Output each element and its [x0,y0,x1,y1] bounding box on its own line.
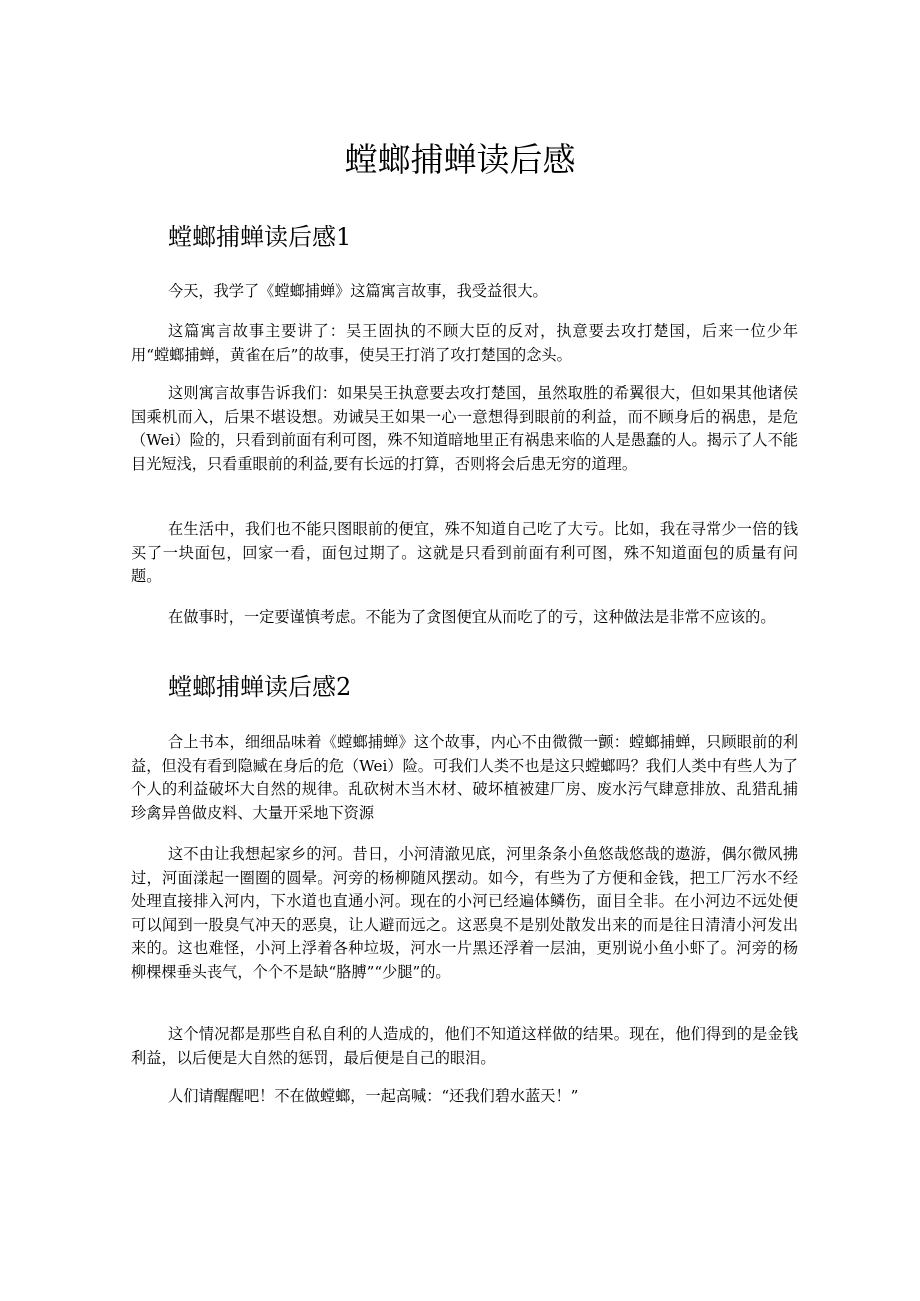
paragraph: 这不由让我想起家乡的河。昔日，小河清澈见底，河里条条小鱼悠哉悠哉的遨游，偶尔微风拂过，河面漾起一圈圈的圆晕。河旁的杨柳随风摆动。如今，有些为了方便和金钱，把工厂污水不经处理直接排入河内，下水道也直通小河。现在的小河已经遍体鳞伤，面目全非。在小河边不远处便可以闻到一股臭气冲天的恶臭，让人避而远之。这恶臭不是别处散发出来的而是往日清清小河发出来的。这也难怪，小河上浮着各种垃圾，河水一片黑还浮着一层油，更别说小鱼小虾了。河旁的杨柳棵棵垂头丧气，个个不是缺“胳膊”“少腿”的。 [131,845,798,981]
paragraph: 人们请醒醒吧！不在做螳螂，一起高喊：“还我们碧水蓝天！” [168,1087,579,1105]
paragraph: 在生活中，我们也不能只图眼前的便宜，殊不知道自己吃了大亏。比如，我在寻常少一倍的钱买了一块面包，回家一看，面包过期了。这就是只看到前面有利可图，殊不知道面包的质量有问题。 [131,520,798,585]
page-title: 螳螂捕蝉读后感 [344,140,576,179]
paragraph: 这则寓言故事告诉我们：如果吴王执意要去攻打楚国，虽然取胜的希翼很大，但如果其他诸侯国乘机而入，后果不堪设想。劝诫吴王如果一心一意想得到眼前的利益，而不顾身后的祸患，是危（Wei）险的，只看到前面有利可图，殊不知道暗地里正有祸患来临的人是愚蠢的人。揭示了人不能目光短浅，只看重眼前的利益,要有长远的打算，否则将会后患无穷的道理。 [131,384,798,473]
paragraph: 这个情况都是那些自私自利的人造成的，他们不知道这样做的结果。现在，他们得到的是金钱利益，以后便是大自然的惩罚，最后便是自己的眼泪。 [131,1025,798,1067]
section-heading-1: 螳螂捕蝉读后感1 [168,223,352,251]
paragraph: 今天，我学了《螳螂捕蝉》这篇寓言故事，我受益很大。 [168,282,548,300]
paragraph: 合上书本，细细品味着《螳螂捕蝉》这个故事，内心不由微微一颤：螳螂捕蝉，只顾眼前的利益，但没有看到隐臧在身后的危（Wei）险。可我们人类不也是这只螳螂吗？我们人类中有些人为了个人的利益破坏大自然的规律。乱砍树木当木材、破坏植被建厂房、废水污气肆意排放、乱猎乱捕珍禽异兽做皮料、大量开采地下资源 [131,733,798,822]
paragraph: 这篇寓言故事主要讲了：吴王固执的不顾大臣的反对，执意要去攻打楚国，后来一位少年用“螳螂捕蝉，黄雀在后”的故事，使吴王打消了攻打楚国的念头。 [131,322,798,364]
section-heading-2: 螳螂捕蝉读后感2 [168,673,352,701]
paragraph: 在做事时，一定要谨慎考虑。不能为了贪图便宜从而吃了的亏，这种做法是非常不应该的。 [168,608,776,626]
